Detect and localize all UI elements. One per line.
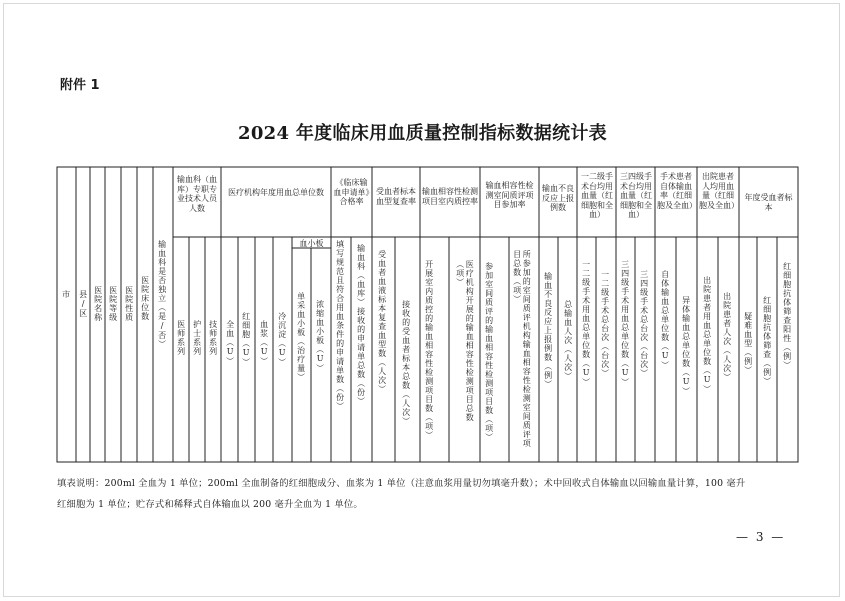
header-platelet-group: 血小板	[299, 239, 324, 248]
header-staff-group: 输血科（血库）专职专业技术人员人数	[177, 175, 217, 213]
header-independent: 输血科是否独立（是/否）	[157, 240, 167, 349]
header-eqa-available: 所参加的室间质评机构输血相容性检测室间质评项目总数（项）	[512, 250, 532, 448]
header-cryo: 冷沉淀（U）	[277, 312, 287, 367]
header-hospital-nature: 医院性质	[124, 286, 134, 322]
header-retest-group: 受血者标本血型复查率	[376, 187, 416, 206]
header-hospital-name: 医院名称	[93, 286, 103, 322]
header-iqc-group: 输血相容性检测项目室内质控率	[422, 187, 478, 206]
header-surg12-units: 一二级手术用血总单位数（U）	[581, 260, 591, 387]
header-red-cells: 红细胞（U）	[241, 312, 251, 367]
header-discharge-count: 出院患者人次（人次）	[722, 292, 732, 382]
header-iqc-total: 医疗机构开展的输血相容性检测项目总数（项）	[455, 260, 475, 422]
note-line-1: 填表说明：200ml 全血为 1 单位；200ml 全血制备的红细胞成分、血浆为 1 单位（注意血浆用量切勿填毫升数）；术中回收式自体输血以回输血量计算，100 毫升	[57, 478, 746, 489]
header-surg12-count: 一二级手术总台次（台次）	[600, 270, 610, 378]
header-surg12-group: 一二级手术台均用血量（红细胞和全血）	[581, 172, 613, 220]
header-reaction-group: 输血不良反应上报例数	[542, 184, 574, 213]
note-line-2: 红细胞为 1 单位；贮存式和稀释式自体输血以 200 毫升全血为 1 单位。	[57, 499, 363, 510]
header-county: 县/区	[78, 290, 88, 318]
header-auto-units: 自体输血总单位数（U）	[660, 270, 670, 370]
header-iqc-done: 开展室内质控的输血相容性检测项目数（项）	[424, 260, 434, 440]
header-city: 市	[61, 290, 71, 299]
header-beds: 医院床位数	[140, 276, 150, 321]
header-antibody-positive: 红细胞抗体筛查阳性（例）	[782, 262, 792, 370]
header-reaction-count: 输血不良反应上报例数（例）	[543, 272, 553, 389]
header-eqa-group: 输血相容性检测室间质评项目参加率	[485, 181, 534, 210]
header-auto-group: 手术患者自体输血率（红细胞及全血）	[657, 172, 697, 210]
header-transfusion-total: 总输血人次（人次）	[563, 300, 573, 381]
header-staff-nurse: 护士系列	[192, 320, 202, 356]
header-eqa-joined: 参加室间质评的输血相容性检测项目数（项）	[484, 262, 494, 442]
header-retest-received: 接收的受血者标本总数（人次）	[401, 300, 411, 426]
header-surg34-count: 三四级手术总台次（台次）	[639, 270, 649, 378]
header-retest-done: 受血者血液标本复查血型数（人次）	[377, 250, 387, 394]
header-antibody-screen: 红细胞抗体筛查（例）	[762, 296, 772, 386]
header-request-qualified: 填写规范且符合用血条件的申请单数（份）	[335, 240, 345, 411]
header-surg34-units: 三四级手术用血总单位数（U）	[620, 260, 630, 387]
page-title: 2024 年度临床用血质量控制指标数据统计表	[238, 123, 607, 144]
header-apheresis-platelet: 单采血小板（治疗量）	[296, 292, 306, 382]
header-hospital-grade: 医院等级	[108, 286, 118, 322]
header-discharge-units: 出院患者用血总单位数（U）	[702, 276, 712, 394]
attachment-label: 附件 1	[60, 78, 100, 93]
header-plasma: 血浆（U）	[259, 320, 269, 366]
header-staff-doctor: 医师系列	[176, 320, 186, 356]
page-number: — 3 —	[736, 530, 786, 544]
header-request-group: 《临床输血申请单》合格率	[333, 178, 370, 207]
header-allo-units: 异体输血总单位数（U）	[681, 296, 691, 396]
header-usage-group: 医疗机构年度用血总单位数	[228, 188, 324, 197]
header-discharge-group: 出院患者人均用血量（红细胞及全血）	[699, 172, 739, 210]
header-surg34-group: 三四级手术台均用血量（红细胞和全血）	[620, 172, 652, 220]
header-staff-tech: 技师系列	[208, 320, 218, 356]
header-pooled-platelet: 浓缩血小板（U）	[315, 300, 325, 373]
header-whole-blood: 全血（U）	[225, 320, 235, 366]
header-recipient-group: 年度受血者标本	[744, 193, 793, 212]
header-difficult-typing: 疑难血型（例）	[743, 312, 753, 375]
header-request-total: 输血科（血库）接收的申请单总数（份）	[356, 244, 366, 406]
